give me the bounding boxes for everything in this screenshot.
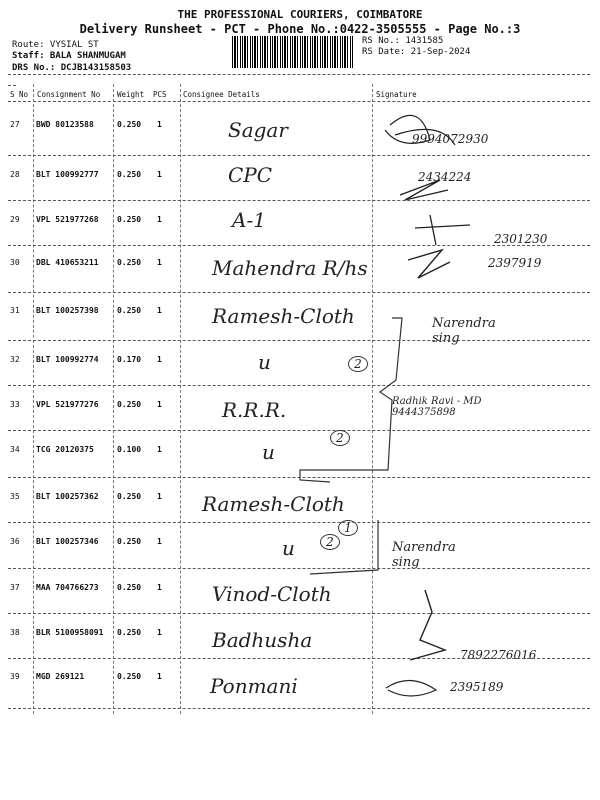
row-consignee-handwriting: Ponmani bbox=[210, 674, 298, 698]
row-consignee-handwriting: Mahendra R/hs bbox=[212, 256, 368, 280]
row-weight: 0.250 bbox=[117, 628, 142, 637]
row-circled-count: 2 bbox=[320, 534, 340, 550]
signature-scribble bbox=[410, 590, 445, 660]
rs-number: RS No.: 1431585 bbox=[362, 36, 444, 46]
row-consignment: BLR 5100958091 bbox=[36, 628, 104, 637]
signature-scribble bbox=[415, 215, 470, 245]
row-signature: 7892276016 bbox=[460, 648, 537, 662]
route-label: Route: VYSIAL ST bbox=[12, 40, 99, 50]
row-sno: 32 bbox=[10, 355, 20, 364]
company-title: THE PROFESSIONAL COURIERS, COIMBATORE bbox=[177, 8, 423, 21]
row-pcs: 1 bbox=[157, 215, 162, 224]
signature-scribble bbox=[385, 115, 455, 145]
row-sno: 31 bbox=[10, 306, 20, 315]
bracket-stroke bbox=[310, 520, 378, 574]
row-consignee-handwriting: Vinod-Cloth bbox=[212, 582, 332, 606]
row-consignee-handwriting: Sagar bbox=[228, 118, 288, 142]
signature-scribble bbox=[408, 250, 450, 278]
row-sno: 27 bbox=[10, 120, 20, 129]
row-pcs: 1 bbox=[157, 400, 162, 409]
row-weight: 0.250 bbox=[117, 215, 142, 224]
row-sno: 34 bbox=[10, 445, 20, 454]
row-consignment: BWD 80123588 bbox=[36, 120, 94, 129]
row-weight: 0.250 bbox=[117, 492, 142, 501]
row-weight: 0.250 bbox=[117, 306, 142, 315]
row-signature: Narendra sing bbox=[432, 316, 496, 346]
header-consignee: Consignee Details bbox=[183, 90, 260, 99]
row-weight: 0.250 bbox=[117, 672, 142, 681]
row-consignee-handwriting: R.R.R. bbox=[222, 398, 287, 422]
row-consignee-handwriting: A-1 bbox=[232, 208, 266, 232]
row-consignment: BLT 100257362 bbox=[36, 492, 99, 501]
row-consignment: DBL 410653211 bbox=[36, 258, 99, 267]
row-weight: 0.250 bbox=[117, 170, 142, 179]
row-consignment: MAA 704766273 bbox=[36, 583, 99, 592]
row-signature: Radhik Ravi - MD 9444375898 bbox=[392, 396, 482, 418]
row-sno: 39 bbox=[10, 672, 20, 681]
bracket-stroke bbox=[300, 318, 402, 482]
runsheet-subtitle: Delivery Runsheet - PCT - Phone No.:0422-3505555 - Page No.:3 bbox=[79, 22, 521, 36]
row-circled-count: 2 bbox=[330, 430, 350, 446]
row-sno: 35 bbox=[10, 492, 20, 501]
row-consignment: TCG 20120375 bbox=[36, 445, 94, 454]
row-signature: 2434224 bbox=[418, 170, 472, 184]
row-pcs: 1 bbox=[157, 120, 162, 129]
row-sno: 33 bbox=[10, 400, 20, 409]
row-pcs: 1 bbox=[157, 306, 162, 315]
row-consignee-handwriting: Ramesh-Cloth bbox=[212, 304, 355, 328]
row-weight: 0.250 bbox=[117, 120, 142, 129]
row-sno: 28 bbox=[10, 170, 20, 179]
header-pcs: PCS bbox=[153, 90, 167, 99]
row-consignee-handwriting: u bbox=[282, 536, 295, 560]
row-pcs: 1 bbox=[157, 628, 162, 637]
row-pcs: 1 bbox=[157, 583, 162, 592]
header-sno: S No bbox=[10, 90, 29, 99]
row-weight: 0.250 bbox=[117, 400, 142, 409]
row-consignment: BLT 100992777 bbox=[36, 170, 99, 179]
row-circled-count: 1 bbox=[338, 520, 358, 536]
row-pcs: 1 bbox=[157, 672, 162, 681]
signature-scribble bbox=[386, 680, 436, 696]
staff-label: Staff: BALA SHANMUGAM bbox=[12, 51, 126, 61]
row-pcs: 1 bbox=[157, 492, 162, 501]
row-sno: 30 bbox=[10, 258, 20, 267]
row-signature: 2397919 bbox=[488, 256, 542, 270]
row-consignment: VPL 521977268 bbox=[36, 215, 99, 224]
row-weight: 0.250 bbox=[117, 537, 142, 546]
row-sno: 36 bbox=[10, 537, 20, 546]
row-pcs: 1 bbox=[157, 355, 162, 364]
row-consignee-handwriting: Badhusha bbox=[212, 628, 313, 652]
row-signature: 2301230 bbox=[494, 232, 548, 246]
row-consignment: VPL 521977276 bbox=[36, 400, 99, 409]
row-signature: Narendra sing bbox=[392, 540, 456, 570]
header-consignment: Consignment No bbox=[37, 90, 101, 99]
row-weight: 0.100 bbox=[117, 445, 142, 454]
row-signature: 9994072930 bbox=[412, 132, 489, 146]
row-consignee-handwriting: Ramesh-Cloth bbox=[202, 492, 345, 516]
row-consignee-handwriting: u bbox=[258, 350, 271, 374]
row-consignment: BLT 100257346 bbox=[36, 537, 99, 546]
row-consignee-handwriting: CPC bbox=[228, 163, 273, 187]
row-consignment: MGD 269121 bbox=[36, 672, 85, 681]
header-signature: Signature bbox=[376, 90, 417, 99]
signature-scribble bbox=[400, 180, 448, 200]
row-weight: 0.250 bbox=[117, 258, 142, 267]
drs-label: DRS No.: DCJB143158503 bbox=[12, 63, 132, 73]
row-circled-count: 2 bbox=[348, 356, 368, 372]
row-sno: 29 bbox=[10, 215, 20, 224]
row-weight: 0.170 bbox=[117, 355, 142, 364]
row-consignee-handwriting: u bbox=[262, 440, 275, 464]
row-pcs: 1 bbox=[157, 445, 162, 454]
row-pcs: 1 bbox=[157, 537, 162, 546]
row-pcs: 1 bbox=[157, 258, 162, 267]
rs-date: RS Date: 21-Sep-2024 bbox=[362, 47, 471, 57]
row-pcs: 1 bbox=[157, 170, 162, 179]
row-weight: 0.250 bbox=[117, 583, 142, 592]
header-weight: Weight bbox=[117, 90, 145, 99]
row-sno: 37 bbox=[10, 583, 20, 592]
row-consignment: BLT 100257398 bbox=[36, 306, 99, 315]
row-signature: 2395189 bbox=[450, 680, 504, 694]
row-consignment: BLT 100992774 bbox=[36, 355, 99, 364]
row-sno: 38 bbox=[10, 628, 20, 637]
